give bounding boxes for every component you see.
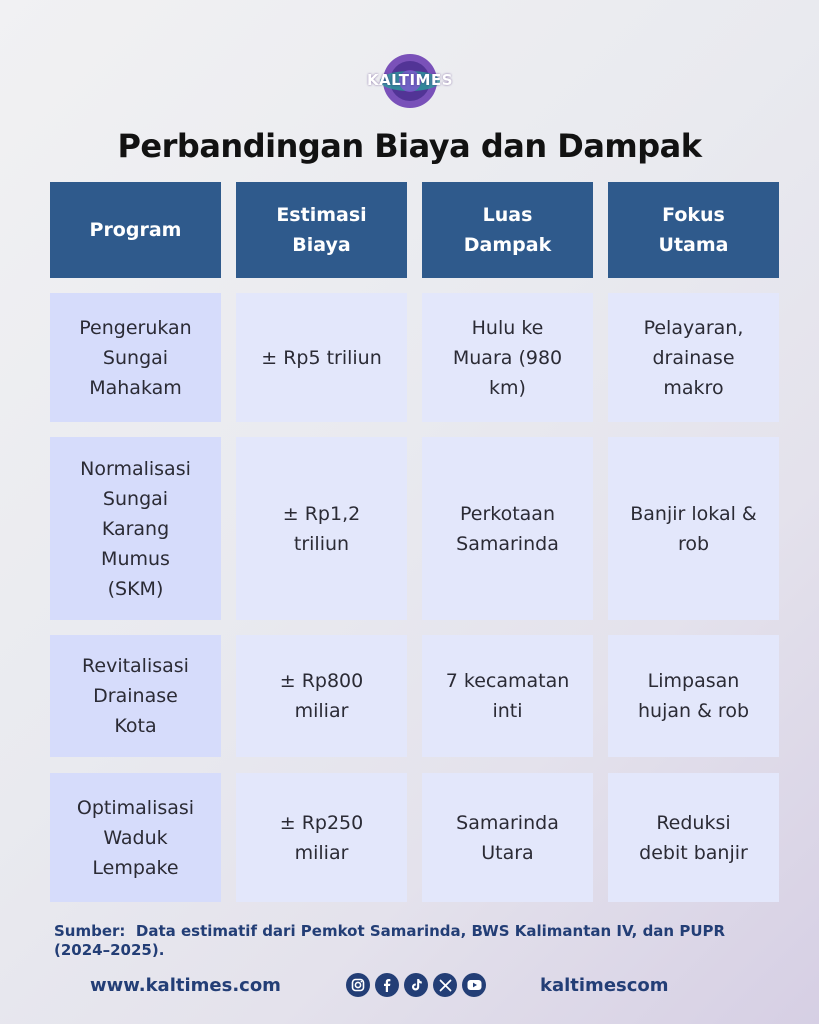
- x-icon[interactable]: [433, 973, 457, 997]
- table-cell: [236, 437, 407, 620]
- cell-text-line: Waduk: [103, 826, 168, 849]
- cell-text-line: Pengerukan: [79, 316, 192, 339]
- cell-text-line: ± Rp5 triliun: [261, 346, 382, 369]
- header-program: [50, 182, 221, 278]
- cell-text-line: Dampak: [463, 234, 552, 256]
- cell-text-line: Limpasan: [647, 670, 740, 692]
- cell-text-line: Utara: [481, 841, 534, 864]
- cell-text-line: Lempake: [92, 856, 179, 879]
- table-cell: [236, 773, 407, 902]
- cell-text-line: Hulu ke: [471, 316, 544, 339]
- cell-text-line: makro: [663, 376, 724, 399]
- cell-text-line: Program: [89, 219, 182, 241]
- source-label: Sumber:: [54, 922, 126, 940]
- facebook-icon[interactable]: [375, 973, 399, 997]
- cell-text-line: ± Rp1,2: [282, 502, 361, 525]
- header-fokus-utama: [608, 182, 779, 278]
- table-cell: [422, 293, 593, 422]
- cell-text-line: miliar: [294, 841, 349, 864]
- tiktok-icon[interactable]: [404, 973, 428, 997]
- cell-text-line: Sungai: [102, 487, 169, 510]
- source-line-1: Data estimatif dari Pemkot Samarinda, BWS Kalimantan IV, dan PUPR: [135, 922, 726, 940]
- cell-text-line: Luas: [482, 204, 533, 226]
- cell-text-line: Biaya: [292, 234, 351, 256]
- table-cell: [608, 635, 779, 757]
- instagram-icon[interactable]: [346, 973, 370, 997]
- cell-text-line: Samarinda: [456, 532, 559, 555]
- website-link[interactable]: www.kaltimes.com: [90, 975, 281, 996]
- table-cell: [50, 635, 221, 757]
- cell-text-line: Drainase: [93, 685, 178, 707]
- source-line-2: (2024–2025).: [54, 941, 165, 959]
- cell-text-line: Fokus: [662, 204, 725, 226]
- cell-text-line: Estimasi: [276, 204, 367, 226]
- cell-text-line: triliun: [293, 532, 350, 555]
- kaltimes-logo: [354, 50, 466, 112]
- cell-text-line: 7 kecamatan: [445, 670, 570, 692]
- header-estimasi-biaya: [236, 182, 407, 278]
- cell-text-line: Perkotaan: [459, 502, 555, 525]
- cell-text-line: Pelayaran,: [643, 316, 744, 339]
- cell-text-line: debit banjir: [639, 841, 748, 864]
- cell-text-line: ± Rp250: [279, 811, 364, 834]
- table-cell: [422, 437, 593, 620]
- cell-text-line: ± Rp800: [279, 670, 364, 692]
- source-note: [54, 922, 794, 960]
- brand-name: KALTIMES: [366, 71, 454, 89]
- cell-text-line: Revitalisasi: [82, 655, 189, 677]
- page-title: Perbandingan Biaya dan Dampak: [117, 127, 702, 165]
- table-cell: [50, 773, 221, 902]
- cell-text-line: hujan & rob: [637, 700, 750, 722]
- cell-text-line: inti: [492, 700, 523, 722]
- cell-text-line: Optimalisasi: [76, 796, 195, 819]
- table-cell: [422, 635, 593, 757]
- youtube-icon[interactable]: [462, 973, 486, 997]
- social-icons: [346, 973, 486, 997]
- cell-text-line: Kota: [114, 715, 157, 737]
- cell-text-line: km): [489, 376, 526, 399]
- table-cell: [236, 293, 407, 422]
- cell-text-line: Samarinda: [456, 811, 559, 834]
- header-luas-dampak: [422, 182, 593, 278]
- social-handle: kaltimescom: [540, 975, 669, 996]
- cell-text-line: miliar: [294, 700, 349, 722]
- cell-text-line: Muara (980: [452, 346, 563, 369]
- table-cell: [236, 635, 407, 757]
- cell-text-line: Utama: [658, 234, 729, 256]
- cell-text-line: drainase: [652, 346, 735, 369]
- table-cell: [50, 437, 221, 620]
- cell-text-line: Mahakam: [89, 376, 182, 399]
- table-cell: [608, 773, 779, 902]
- cell-text-line: Sungai: [102, 346, 169, 369]
- cell-text-line: Normalisasi: [80, 457, 191, 480]
- table-cell: [608, 437, 779, 620]
- cell-text-line: (SKM): [107, 577, 164, 600]
- cell-text-line: Mumus: [101, 547, 170, 570]
- table-cell: [50, 293, 221, 422]
- table-cell: [422, 773, 593, 902]
- cell-text-line: Karang: [101, 517, 170, 540]
- cell-text-line: Banjir lokal &: [630, 502, 757, 525]
- cell-text-line: Reduksi: [656, 811, 731, 834]
- cell-text-line: rob: [677, 532, 710, 555]
- table-cell: [608, 293, 779, 422]
